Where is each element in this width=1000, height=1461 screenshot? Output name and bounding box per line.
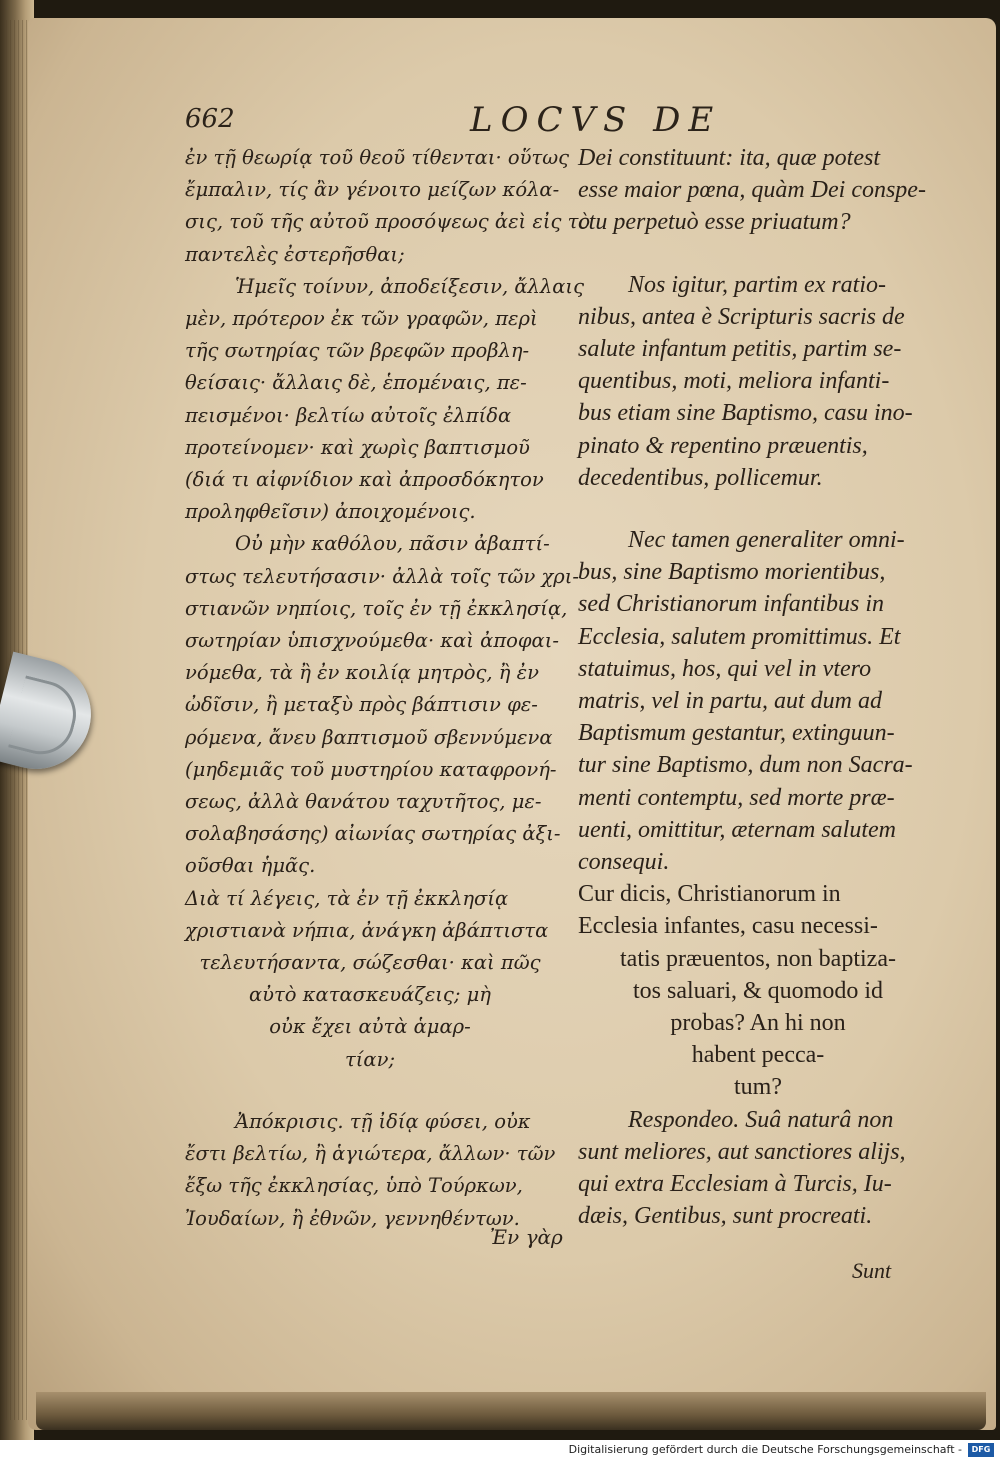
text-line: αὐτὸ κατασκευάζεις; μὴ: [249, 983, 491, 1007]
text-line: Ἀπόκρισις. τῇ ἰδίᾳ φύσει, οὐκ: [235, 1109, 531, 1133]
text-line: ὠδῖσιν, ἢ μεταξὺ πρὸς βάπτισιν φε-: [185, 693, 538, 717]
running-head: LOCVS DE: [470, 100, 722, 140]
text-line: ἐν τῇ θεωρίᾳ τοῦ θεοῦ τίθενται· οὕτως: [185, 146, 570, 169]
greek-paragraph-1: [185, 142, 591, 271]
latin-catchword: Sunt: [852, 1258, 892, 1283]
text-line: ἔστι βελτίω, ἢ ἁγιώτερα, ἄλλων· τῶν: [185, 1142, 556, 1166]
text-line: παντελὲς ἐστερῆσθαι;: [185, 242, 405, 266]
page-header: [185, 100, 945, 140]
text-line: νόμεθα, τὰ ἢ ἐν κοιλίᾳ μητρὸς, ἢ ἐν: [185, 661, 539, 685]
text-line: Nos igitur, partim ex ratio-: [628, 271, 887, 298]
footer-bar: [0, 1440, 1000, 1461]
greek-paragraph-2: [185, 271, 584, 529]
text-line: consequi.: [578, 849, 670, 876]
greek-question: [185, 883, 555, 1076]
text-line: τῆς σωτηρίας τῶν βρεφῶν προβλη-: [185, 339, 530, 363]
greek-paragraph-3: [185, 528, 580, 882]
text-line: Baptismum gestantur, extinguun-: [578, 720, 895, 747]
text-line: matris, vel in partu, aut dum ad: [578, 688, 882, 715]
dfg-logo-icon: DFG: [968, 1443, 994, 1457]
text-line: στως τελευτήσασιν· ἀλλὰ τοῖς τῶν χρι-: [185, 564, 580, 588]
text-line: dæis, Gentibus, sunt procreati.: [578, 1203, 873, 1230]
text-line: μὲν, πρότερον ἐκ τῶν γραφῶν, περὶ: [185, 307, 538, 331]
text-line: Respondeo. Suâ naturâ non: [628, 1106, 894, 1133]
text-line: ἔξω τῆς ἐκκλησίας, ὑπὸ Τούρκων,: [185, 1174, 523, 1198]
text-line: habent pecca-: [691, 1042, 825, 1069]
text-line: sed Christianorum infantibus in: [578, 591, 885, 618]
text-line: bus etiam sine Baptismo, casu ino-: [578, 400, 913, 427]
text-line: pinato & repentino præuentis,: [578, 432, 868, 459]
text-line: τίαν;: [344, 1047, 396, 1071]
text-line: Nec tamen generaliter omni-: [628, 527, 905, 554]
text-line: τελευτήσαντα, σώζεσθαι· καὶ πῶς: [199, 951, 541, 975]
greek-column: [185, 142, 591, 1235]
text-line: probas? An hi non: [670, 1010, 846, 1037]
latin-paragraph-1: [578, 142, 938, 239]
greek-answer: [185, 1106, 555, 1235]
text-line: οὐκ ἔχει αὐτὰ ἁμαρ-: [269, 1015, 471, 1039]
text-line: ἔμπαλιν, τίς ἂν γένοιτο μείζων κόλα-: [185, 178, 560, 202]
greek-catchword: Ἐν γὰρ: [490, 1225, 563, 1249]
text-line: προτείνομεν· καὶ χωρὶς βαπτισμοῦ: [185, 435, 530, 459]
latin-paragraph-2: [578, 269, 938, 494]
text-line: tatis præuentos, non baptiza-: [620, 945, 896, 972]
text-line: Οὐ μὴν καθόλου, πᾶσιν ἀβαπτί-: [235, 532, 550, 556]
text-line: σωτηρίαν ὑπισχνούμεθα· καὶ ἀποφαι-: [185, 629, 559, 653]
digitization-credit: Digitalisierung gefördert durch die Deutsche Forschungsgemeinschaft -: [568, 1443, 962, 1456]
text-line: qui extra Ecclesiam à Turcis, Iu-: [578, 1171, 892, 1198]
text-line: bus, sine Baptismo morientibus,: [578, 559, 886, 586]
text-line: Ecclesia, salutem promittimus. Et: [578, 623, 901, 650]
text-line: προληφθεῖσιν) ἀποιχομένοις.: [185, 500, 476, 524]
text-line: menti contemptu, sed morte præ-: [578, 784, 895, 811]
text-line: nibus, antea è Scripturis sacris de: [578, 303, 905, 330]
text-line: tos saluari, & quomodo id: [633, 977, 883, 1004]
text-line: (διά τι αἰφνίδιον καὶ ἀπροσδόκητον: [185, 468, 544, 492]
text-line: statuimus, hos, qui vel in vtero: [578, 655, 872, 682]
text-line: Cur dicis, Christianorum in: [578, 881, 841, 908]
text-line: tum?: [734, 1074, 782, 1101]
page-bottom-edge: [36, 1392, 986, 1430]
text-line: θείσαις· ἄλλαις δὲ, ἑπομέναις, πε-: [185, 371, 527, 395]
text-line: πεισμένοι· βελτίω αὐτοῖς ἐλπίδα: [185, 403, 512, 427]
text-line: σολαβησάσης) αἰωνίας σωτηρίας ἀξι-: [185, 822, 561, 846]
text-line: Ecclesia infantes, casu necessi-: [578, 913, 878, 940]
latin-answer: [578, 1104, 938, 1233]
text-line: Ἰουδαίων, ἢ ἐθνῶν, γεννηθέντων.: [185, 1206, 520, 1230]
text-line: χριστιανὰ νήπια, ἀνάγκη ἀβάπτιστα: [185, 918, 549, 942]
text-line: σις, τοῦ τῆς αὐτοῦ προσόψεως ἀεὶ εἰς τὸ: [185, 210, 591, 234]
text-line: quentibus, moti, meliora infanti-: [578, 368, 890, 395]
text-line: esse maior pœna, quàm Dei conspe-: [578, 177, 926, 204]
text-line: uenti, omittitur, æternam salutem: [578, 816, 896, 843]
text-line: (μηδεμιᾶς τοῦ μυστηρίου καταφρονή-: [185, 757, 557, 781]
text-line: Ἡμεῖς τοίνυν, ἀποδείξεσιν, ἄλλαις: [235, 274, 584, 298]
text-line: sunt meliores, aut sanctiores alijs,: [578, 1138, 906, 1165]
text-line: στιανῶν νηπίοις, τοῖς ἐν τῇ ἐκκλησίᾳ,: [185, 596, 568, 620]
page-clip-inner: [8, 675, 83, 761]
latin-column: [578, 142, 938, 1233]
latin-question: [578, 878, 938, 1103]
text-line: salute infantum petitis, partim se-: [578, 336, 902, 363]
text-line: Διὰ τί λέγεις, τὰ ἐν τῇ ἐκκλησίᾳ: [185, 886, 509, 910]
text-line: tur sine Baptismo, dum non Sacra-: [578, 752, 913, 779]
text-line: σεως, ἀλλὰ θανάτου ταχυτῆτος, με-: [185, 790, 542, 814]
text-line: οῦσθαι ἡμᾶς.: [185, 854, 316, 878]
latin-paragraph-3: [578, 524, 938, 878]
text-line: ctu perpetuò esse priuatum?: [578, 209, 851, 236]
text-line: decedentibus, pollicemur.: [578, 464, 823, 491]
text-line: Dei constituunt: ita, quæ potest: [578, 145, 880, 171]
text-line: ρόμενα, ἄνευ βαπτισμοῦ σβεννύμενα: [185, 725, 553, 749]
page-number: 662: [185, 104, 235, 134]
